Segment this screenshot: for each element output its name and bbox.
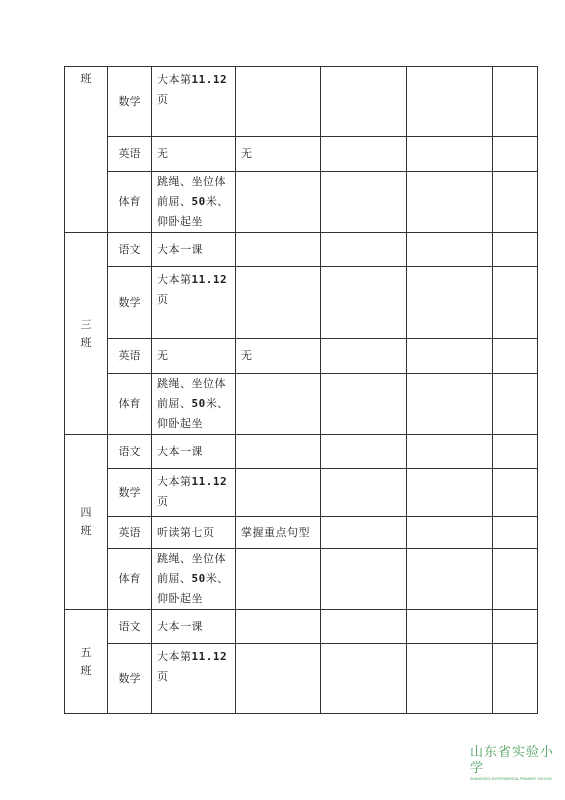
class-label-cell: 五 班 [65,610,108,714]
empty-cell [407,517,493,549]
empty-cell [321,339,407,374]
note-cell [236,644,321,714]
content-cell: 听读第七页 [152,517,236,549]
content-cell: 无 [152,339,236,374]
table-row [65,374,538,435]
empty-cell [407,374,493,435]
empty-cell [321,172,407,233]
table-row [65,435,538,469]
empty-cell [321,610,407,644]
margin-cell [493,644,538,714]
note-cell [236,374,321,435]
table-row [65,267,538,339]
subject-cell: 语文 [108,233,152,267]
note-cell: 掌握重点句型 [236,517,321,549]
content-cell: 跳绳、坐位体前屈、50米、仰卧起坐 [152,374,236,435]
note-cell [236,435,321,469]
table-row [65,339,538,374]
table-row [65,469,538,517]
margin-cell [493,435,538,469]
empty-cell [321,374,407,435]
content-cell: 无 [152,137,236,172]
empty-cell [407,137,493,172]
empty-cell [407,267,493,339]
subject-cell: 数学 [108,469,152,517]
content-cell: 大本一课 [152,610,236,644]
table-row [65,549,538,610]
empty-cell [407,172,493,233]
margin-cell [493,267,538,339]
subject-cell: 体育 [108,374,152,435]
empty-cell [321,549,407,610]
school-logo-name: 山东省实验小学 [470,745,555,776]
empty-cell [321,435,407,469]
subject-cell: 数学 [108,644,152,714]
content-cell: 大本一课 [152,233,236,267]
school-logo [470,745,562,782]
content-cell: 大本第11.12页 [152,469,236,517]
margin-cell [493,172,538,233]
empty-cell [321,267,407,339]
table-row [65,67,538,137]
empty-cell [321,67,407,137]
content-cell: 跳绳、坐位体前屈、50米、仰卧起坐 [152,549,236,610]
margin-cell [493,549,538,610]
class-label-cell: 四 班 [65,435,108,610]
subject-cell: 英语 [108,517,152,549]
note-cell: 无 [236,339,321,374]
note-cell [236,610,321,644]
table-row [65,517,538,549]
class-label-cell: 班 [65,67,108,233]
empty-cell [407,644,493,714]
note-cell [236,469,321,517]
content-cell: 大本第11.12页 [152,644,236,714]
margin-cell [493,67,538,137]
subject-cell: 英语 [108,137,152,172]
table-row [65,137,538,172]
margin-cell [493,339,538,374]
table-row [65,644,538,714]
empty-cell [321,137,407,172]
empty-cell [321,469,407,517]
empty-cell [407,469,493,517]
table-row [65,610,538,644]
margin-cell [493,517,538,549]
empty-cell [407,233,493,267]
empty-cell [407,339,493,374]
note-cell [236,172,321,233]
subject-cell: 英语 [108,339,152,374]
margin-cell [493,374,538,435]
margin-cell [493,610,538,644]
note-cell: 无 [236,137,321,172]
subject-cell: 语文 [108,435,152,469]
content-cell: 跳绳、坐位体前屈、50米、仰卧起坐 [152,172,236,233]
class-label-cell: 三 班 [65,233,108,435]
empty-cell [407,549,493,610]
empty-cell [407,435,493,469]
content-cell: 大本第11.12页 [152,267,236,339]
table-row [65,172,538,233]
subject-cell: 体育 [108,172,152,233]
margin-cell [493,233,538,267]
empty-cell [407,67,493,137]
subject-cell: 语文 [108,610,152,644]
margin-cell [493,469,538,517]
subject-cell: 数学 [108,267,152,339]
empty-cell [321,233,407,267]
margin-cell [493,137,538,172]
empty-cell [321,644,407,714]
note-cell [236,233,321,267]
content-cell: 大本一课 [152,435,236,469]
subject-cell: 数学 [108,67,152,137]
subject-cell: 体育 [108,549,152,610]
note-cell [236,267,321,339]
content-cell: 大本第11.12页 [152,67,236,137]
table-row [65,233,538,267]
homework-table [64,66,538,714]
school-logo-english: SHANDONG EXPERIMENTAL PRIMARY SCHOOL [470,777,553,781]
empty-cell [321,517,407,549]
note-cell [236,67,321,137]
note-cell [236,549,321,610]
empty-cell [407,610,493,644]
